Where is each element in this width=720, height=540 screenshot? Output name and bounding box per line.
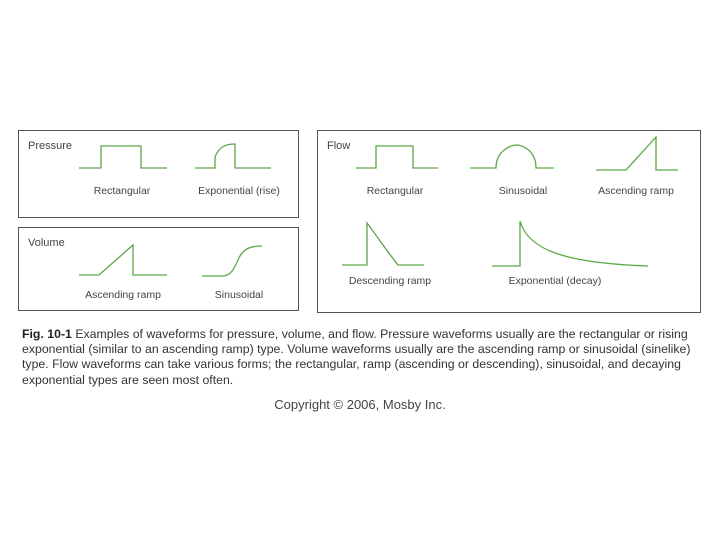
flow-sinusoidal-label: Sinusoidal bbox=[498, 185, 548, 197]
volume-sinusoidal-wave bbox=[202, 244, 272, 278]
flow-rectangular-wave bbox=[356, 143, 440, 173]
flow-ascending-ramp-label: Ascending ramp bbox=[598, 185, 674, 197]
flow-ascending-ramp-wave bbox=[596, 135, 680, 175]
volume-ascending-ramp-wave bbox=[79, 244, 169, 278]
pressure-rectangular-label: Rectangular bbox=[93, 185, 151, 197]
flow-descending-ramp-label: Descending ramp bbox=[348, 275, 432, 287]
figure-number: Fig. 10-1 bbox=[22, 327, 72, 341]
flow-rectangular-label: Rectangular bbox=[366, 185, 424, 197]
flow-descending-ramp-wave bbox=[342, 221, 426, 269]
flow-sinusoidal-wave bbox=[470, 145, 556, 173]
volume-sinusoidal-label: Sinusoidal bbox=[214, 289, 264, 301]
pressure-exponential-rise-label: Exponential (rise) bbox=[198, 185, 280, 197]
flow-panel bbox=[317, 130, 701, 313]
pressure-exponential-rise-wave bbox=[195, 139, 275, 173]
flow-exponential-decay-label: Exponential (decay) bbox=[508, 275, 602, 287]
flow-title: Flow bbox=[327, 140, 351, 152]
pressure-panel bbox=[18, 130, 299, 218]
pressure-title: Pressure bbox=[28, 140, 73, 152]
figure-caption-text: Examples of waveforms for pressure, volume, and flow. Pressure waveforms usually are the rectangular or rising exponential (similar to an ascending ramp) type. Volume waveforms usually are the ascending ramp or sinusoidal (sinelike) type. Flow waveforms can take various forms; the rectangular, ramp (ascending or descending), sinusoidal, and decaying exponential types are seen most often. bbox=[22, 327, 691, 387]
volume-title: Volume bbox=[28, 237, 65, 249]
volume-panel bbox=[18, 227, 299, 311]
volume-ascending-ramp-label: Ascending ramp bbox=[85, 289, 161, 301]
pressure-rectangular-wave bbox=[79, 143, 169, 173]
copyright-notice: Copyright © 2006, Mosby Inc. bbox=[274, 397, 446, 412]
flow-exponential-decay-wave bbox=[492, 217, 652, 269]
figure-caption bbox=[22, 327, 698, 388]
